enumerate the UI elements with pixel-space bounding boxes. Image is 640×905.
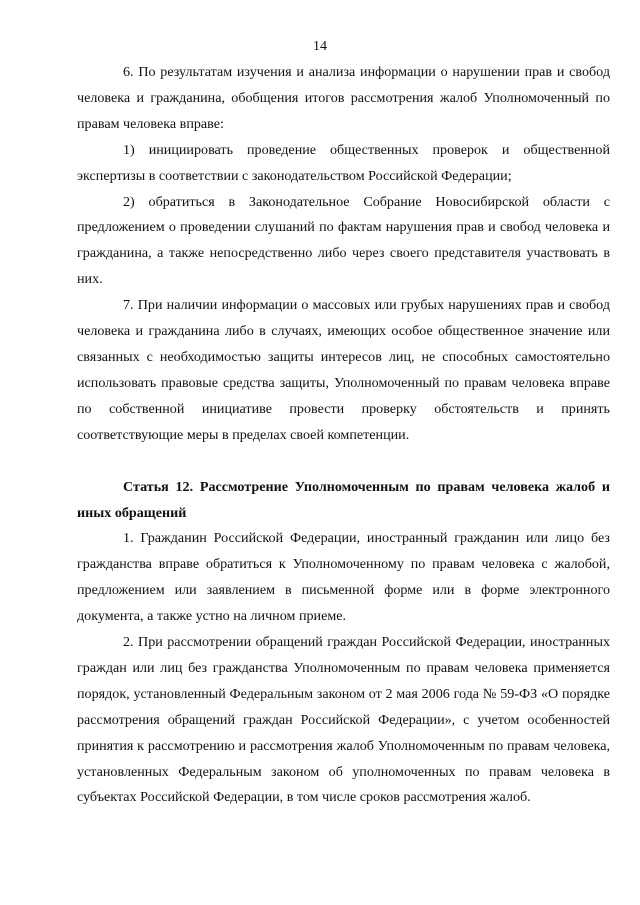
paragraph-item-6: 6. По результатам изучения и анализа информации о нарушении прав и свобод человека и гражданина, обобщения итогов рассмотрения жалоб Уполномоченный по правам человека вправе: bbox=[77, 64, 610, 132]
article-paragraph-2: 2. При рассмотрении обращений граждан Российской Федерации, иностранных граждан или лиц без гражданства Уполномоченным по правам человека применяется порядок, установленный Федеральным законом от 2 мая 2006 года № 59-ФЗ «О порядке рассмотрения обращений граждан Российской Федерации», с учетом особенностей принятия к рассмотрению и рассмотрения жалоб Уполномоченным по правам человека, установленных Федеральным законом об уполномоченных по правам человека в субъектах Российской Федерации, в том числе сроков рассмотрения жалоб. bbox=[77, 634, 610, 806]
paragraph-subitem-1: 1) инициировать проведение общественных проверок и общественной экспертизы в соответствии с законодательством Российской Федерации; bbox=[77, 141, 610, 184]
paragraph-subitem-2: 2) обратиться в Законодательное Собрание Новосибирской области с предложением о проведении слушаний по фактам нарушения прав и свобод человека и гражданина, а также непосредственно либо через своего представителя участвовать в них. bbox=[77, 193, 610, 288]
page-number: 14 bbox=[313, 39, 327, 54]
paragraph-item-7: 7. При наличии информации о массовых или грубых нарушениях прав и свобод человека и гражданина либо в случаях, имеющих особое общественное значение или связанных с необходимостью защиты интересов лиц, не способных самостоятельно использовать правовые средства защиты, Уполномоченный по правам человека вправе по собственной инициативе провести проверку обстоятельств и принять соответствующие меры в пределах своей компетенции. bbox=[77, 297, 610, 443]
article-heading: Статья 12. Рассмотрение Уполномоченным по правам человека жалоб и иных обращений bbox=[77, 478, 610, 521]
document-body bbox=[77, 60, 610, 811]
article-paragraph-1: 1. Гражданин Российской Федерации, иностранный гражданин или лицо без гражданства вправе обратиться к Уполномоченному по правам человека с жалобой, предложением или заявлением в письменной форме или в форме электронного документа, а также устно на личном приеме. bbox=[77, 530, 610, 625]
